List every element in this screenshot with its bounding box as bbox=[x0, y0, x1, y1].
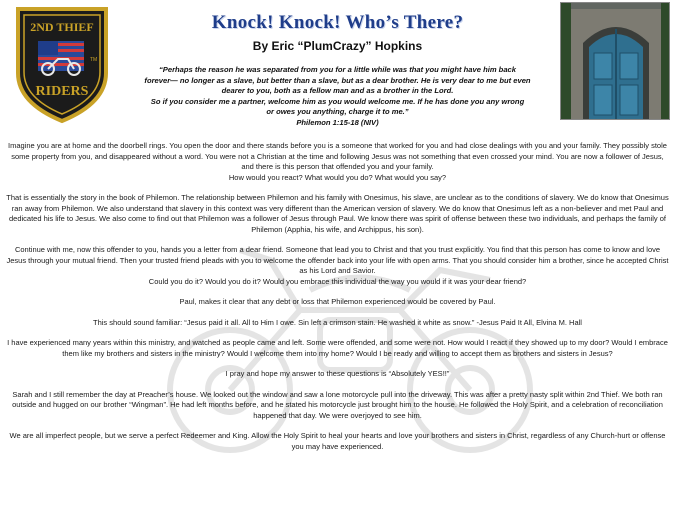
scripture-quote bbox=[130, 65, 545, 129]
paragraph-closing: We are all imperfect people, but we serve a perfect Redeemer and King. Allow the Holy Spirit to heal your hearts and love your brothers and sisters in Christ, regardless of any Church-hurt or offense you may have experienced. bbox=[9, 431, 666, 451]
paragraph-intro bbox=[6, 141, 669, 183]
logo-top-text: 2ND THIEF bbox=[30, 20, 94, 34]
paragraph-philemon-story: That is essentially the story in the book of Philemon. The relationship between Philemon and his family with Onesimus, his slave, are unclear as to the conditions of slavery. We do know that Onesimus ran away from Philemon. We also understand that slavery in this context was very different than the American version of slavery. We do know that Onesimus left as a non-believer and met Paul and dedicated his life to Jesus. We also come to find out that Philemon was a follower of Jesus through Paul. We know there was spirit of offense between these two individuals, and perhaps the family of Philemon (Apphia, his wife, and Archippus, his son). bbox=[6, 193, 669, 234]
paragraph-text: Imagine you are at home and the doorbell rings. You open the door and there stands before you is a someone that worked for you and had close dealings with you and your family. They possibly stole some property from you, and disappeared without a word. You were not a Christian at the time and following Jesus was not something that even crossed your mind. You are now a follower of Jesus, and there is this person that offended you and your family. bbox=[8, 141, 667, 171]
paragraph-prayer: I pray and hope my answer to these questions is “Absolutely YES!!” bbox=[225, 369, 450, 378]
paragraph-question: Could you do it? Would you do it? Would you embrace this individual the way you would if it was your dear friend? bbox=[148, 276, 527, 286]
paragraph-question: How would you react? What would you do? What would you say? bbox=[228, 172, 447, 182]
quote-line: or owes you anything, charge it to me.” bbox=[266, 107, 409, 117]
door-illustration bbox=[561, 3, 670, 120]
paragraph-wingman-story: Sarah and I still remember the day at Preacher’s house. We looked out the window and saw a lone motorcycle pull into the driveway. This was after a pretty nasty split within 2nd Thief. We both ran outside and hugged on our brother “Wingman”. He had left months before, and he stated his motorcycle just brought him to the house. He followed the Holy Spirit, and a celebration of reconciliation happened that day. We were overjoyed to see him. bbox=[12, 389, 663, 420]
logo-tm-mark: TM bbox=[90, 57, 98, 63]
article-body bbox=[6, 141, 669, 462]
quote-reference: Philemon 1:15-18 (NIV) bbox=[296, 117, 379, 127]
quote-line: “Perhaps the reason he was separated from you for a little while was that you might have him back bbox=[158, 65, 516, 74]
paragraph-ministry: I have experienced many years within this ministry, and watched as people came and left. Some were offended, and some were not. How would I react if they showed up to my door? Would I embrace them like my brothers and sisters in the ministry? Would I welcome them into my home? Would I be ready and willing to accept them as brothers and sisters in Jesus? bbox=[7, 338, 668, 358]
page-title: Knock! Knock! Who’s There? bbox=[211, 12, 464, 33]
paragraph-hymn: This should sound familiar: “Jesus paid it all. All to Him I owe. Sin left a crimson stain. He washed it white as snow.” -Jesus Paid It All, Elvina M. Hall bbox=[93, 317, 582, 327]
quote-line: forever— no longer as a slave, but better than a slave, but as a dear brother. He is very dear to me but even bbox=[144, 75, 531, 85]
2nd-thief-riders-logo bbox=[10, 3, 114, 125]
paragraph-text: Continue with me, now this offender to you, hands you a letter from a dear friend. Someone that lead you to Christ and that you trust explicitly. You find that this person has come to know and love Jesus through your mutual friend. Then your trusted friend pleads with you to welcome the offender back into your life with open arms. That you should consider him a brother, since he accepted Christ as his Lord and Savior. bbox=[6, 245, 669, 275]
paragraph-letter bbox=[6, 245, 669, 287]
quote-line: So if you consider me a partner, welcome him as you would welcome me. If he has done you any wrong bbox=[150, 96, 525, 106]
blue-door-photo bbox=[560, 2, 670, 120]
logo-bottom-text: RIDERS bbox=[35, 84, 89, 99]
quote-line: dearer to you, both as a fellow man and as a brother in the Lord. bbox=[221, 86, 454, 96]
paragraph-debt: Paul, makes it clear that any debt or loss that Philemon experienced would be covered by Paul. bbox=[179, 297, 496, 306]
author-byline: By Eric “PlumCrazy” Hopkins bbox=[252, 39, 423, 53]
